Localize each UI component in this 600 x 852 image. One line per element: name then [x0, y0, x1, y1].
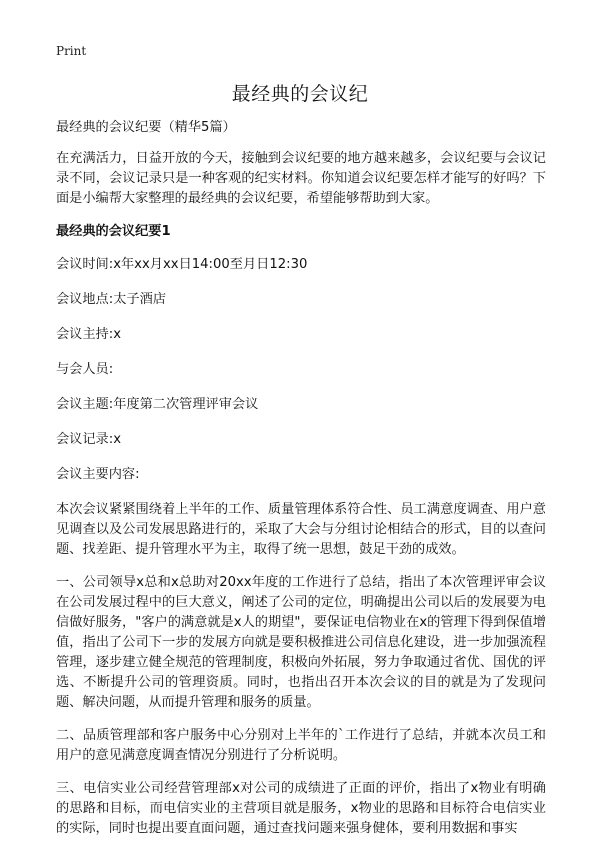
- meeting-time: 会议时间:x年xx月xx日14:00至月日12:30: [56, 257, 308, 272]
- body-paragraph: 本次会议紧紧围绕着上半年的工作、质量管理体系符合性、员工满意度调查、用户意见调查以及公司发展思路进行的，采取了大会与分组讨论相结合的形式，目的以查问题、找差距、提升管理水平为主，取得了统一思想，鼓足干劲的成效。: [56, 502, 546, 557]
- intro-paragraph: 在充满活力，日益开放的今天，接触到会议纪要的地方越来越多，会议纪要与会议记录不同，会议记录只是一种客观的纪实材料。你知道会议纪要怎样才能写的好吗？下面是小编帮大家整理的最经典的会议纪要，希望能够帮助到大家。: [56, 151, 546, 206]
- document-body: [56, 118, 546, 852]
- section-heading: 最经典的会议纪要1: [56, 224, 171, 239]
- meeting-topic: 会议主题:年度第二次管理评审会议: [56, 397, 259, 412]
- print-label: Print: [56, 44, 87, 58]
- meeting-attendees: 与会人员:: [56, 362, 114, 377]
- meeting-recorder: 会议记录:x: [56, 432, 121, 447]
- body-paragraph: 二、品质管理部和客户服务中心分别对上半年的`工作进行了总结，并就本次员工和用户的意见满意度调查情况分别进行了分析说明。: [56, 728, 546, 763]
- body-paragraph: 一、公司领导x总和x总助对20xx年度的工作进行了总结，指出了本次管理评审会议在公司发展过程中的巨大意义，阐述了公司的定位，明确提出公司以后的发展要为电信做好服务，"客户的满意就是x人的期望"，要保证电信物业在x的管理下得到保值增值，指出了公司下一步的发展方向就是要积极推进公司信息化建设，进一步加强流程管理，逐步建立健全规范的管理制度，积极向外拓展，努力争取通过省优、国优的评选、不断提升公司的管理资质。同时，也指出召开本次会议的目的就是为了发现问题、解决问题，从而提升管理和服务的质量。: [56, 575, 546, 710]
- body-paragraph: 三、电信实业公司经营管理部x对公司的成绩进了正面的评价，指出了x物业有明确的思路和目标，而电信实业的主营项目就是服务，x物业的思路和目标符合电信实业的实际，同时也提出要直面问题，通过查找问题来强身健体，要利用数据和事实: [56, 781, 546, 836]
- meeting-location: 会议地点:太子酒店: [56, 292, 166, 307]
- meeting-host: 会议主持:x: [56, 327, 121, 342]
- document-title: 最经典的会议纪: [231, 83, 369, 105]
- meeting-content-label: 会议主要内容:: [56, 467, 140, 482]
- document-subtitle: 最经典的会议纪要（精华5篇）: [56, 120, 236, 135]
